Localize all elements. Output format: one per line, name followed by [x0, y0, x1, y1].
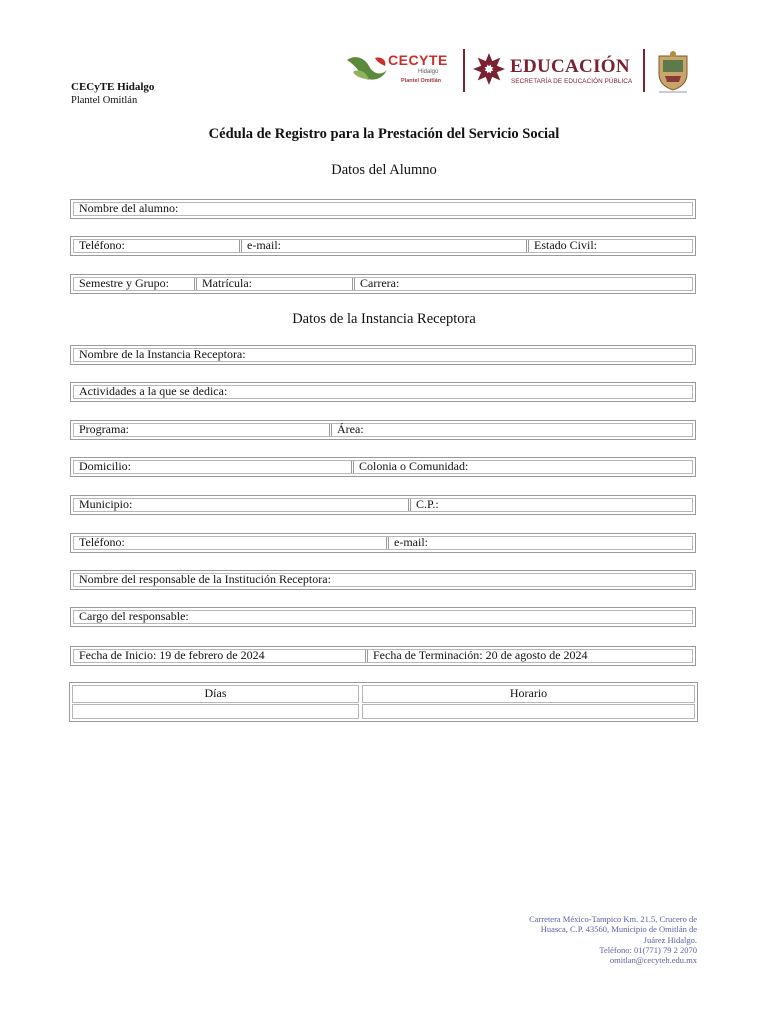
- end-date-label: Fecha de Terminación: 20 de agosto de 2024: [373, 648, 588, 662]
- receiver-address-row[interactable]: [70, 457, 696, 477]
- student-phone-label: Teléfono:: [79, 238, 125, 252]
- footer-line: Juárez Hidalgo.: [643, 934, 697, 945]
- field-divider: [194, 278, 197, 290]
- student-semester-label: Semestre y Grupo:: [79, 276, 169, 290]
- logo-divider: [643, 49, 645, 92]
- receiver-contact-row[interactable]: [70, 533, 696, 553]
- field-divider: [365, 650, 368, 662]
- field-divider: [352, 278, 355, 290]
- field-divider: [351, 461, 354, 473]
- receiver-activities-label: Actividades a la que se dedica:: [79, 384, 228, 398]
- cecyte-logo-campus: Plantel Omitlán: [401, 78, 442, 84]
- receiver-position-label: Cargo del responsable:: [79, 609, 189, 623]
- student-academic-row[interactable]: [70, 274, 696, 294]
- schedule-days-header: Días: [72, 685, 359, 703]
- student-name-row[interactable]: [70, 199, 696, 219]
- student-name-label: Nombre del alumno:: [79, 201, 179, 215]
- cecyte-logo-text: CECYTE: [388, 52, 448, 68]
- education-logo-subtitle: SECRETARÍA DE EDUCACIÓN PÚBLICA: [511, 78, 633, 85]
- schedule-days-cell[interactable]: [72, 704, 359, 719]
- receiver-phone-label: Teléfono:: [79, 535, 125, 549]
- receiver-responsible-label: Nombre del responsable de la Institución Receptora:: [79, 572, 331, 586]
- receiver-name-row[interactable]: [70, 345, 696, 365]
- receiver-municipality-row[interactable]: [70, 495, 696, 515]
- field-divider: [329, 424, 332, 436]
- start-date-label: Fecha de Inicio: 19 de febrero de 2024: [79, 648, 265, 662]
- receiver-name-label: Nombre de la Instancia Receptora:: [79, 347, 246, 361]
- field-divider: [408, 499, 411, 511]
- logo-divider: [463, 49, 465, 92]
- student-email-label: e-mail:: [247, 238, 281, 252]
- footer-address: [457, 914, 697, 965]
- student-enrollment-label: Matrícula:: [202, 276, 252, 290]
- campus-name: Plantel Omitlán: [71, 95, 138, 106]
- footer-email[interactable]: omitlan@cecyteh.edu.mx: [609, 955, 697, 966]
- section-title-receiver: Datos de la Instancia Receptora: [292, 311, 476, 327]
- receiver-activities-row[interactable]: [70, 382, 696, 402]
- receiver-program-row[interactable]: [70, 420, 696, 440]
- student-contact-row[interactable]: [70, 236, 696, 256]
- receiver-zip-label: C.P.:: [416, 497, 439, 511]
- receiver-program-label: Programa:: [79, 422, 129, 436]
- receiver-area-label: Área:: [337, 422, 364, 436]
- student-civil-status-label: Estado Civil:: [534, 238, 597, 252]
- education-star-icon: [472, 52, 506, 86]
- cecyte-logo-state: Hidalgo: [418, 69, 439, 75]
- footer-phone: Teléfono: 01(771) 79 2 2070: [599, 944, 697, 955]
- dates-row[interactable]: [70, 646, 696, 666]
- receiver-responsible-row[interactable]: [70, 570, 696, 590]
- state-shield-icon: [653, 50, 693, 94]
- footer-line: Carretera México-Tampico Km. 21.5, Crucero de: [529, 914, 697, 924]
- receiver-email-label: e-mail:: [394, 535, 428, 549]
- receiver-address-label: Domicilio:: [79, 459, 131, 473]
- field-divider: [239, 240, 242, 252]
- footer-line: Huasca, C.P. 43560, Municipio de Omitlán de: [540, 924, 697, 935]
- receiver-colony-label: Colonia o Comunidad:: [359, 459, 469, 473]
- schedule-hours-header: Horario: [362, 685, 695, 703]
- schedule-hours-cell[interactable]: [362, 704, 695, 719]
- receiver-position-row[interactable]: [70, 607, 696, 627]
- education-logo-text: EDUCACIÓN: [510, 56, 630, 77]
- schedule-table: [69, 682, 698, 722]
- field-divider: [386, 537, 389, 549]
- institution-name: CECyTE Hidalgo: [71, 81, 155, 93]
- document-title: Cédula de Registro para la Prestación del Servicio Social: [208, 126, 560, 142]
- field-divider: [526, 240, 529, 252]
- receiver-municipality-label: Municipio:: [79, 497, 133, 511]
- section-title-student: Datos del Alumno: [331, 162, 437, 178]
- student-career-label: Carrera:: [360, 276, 400, 290]
